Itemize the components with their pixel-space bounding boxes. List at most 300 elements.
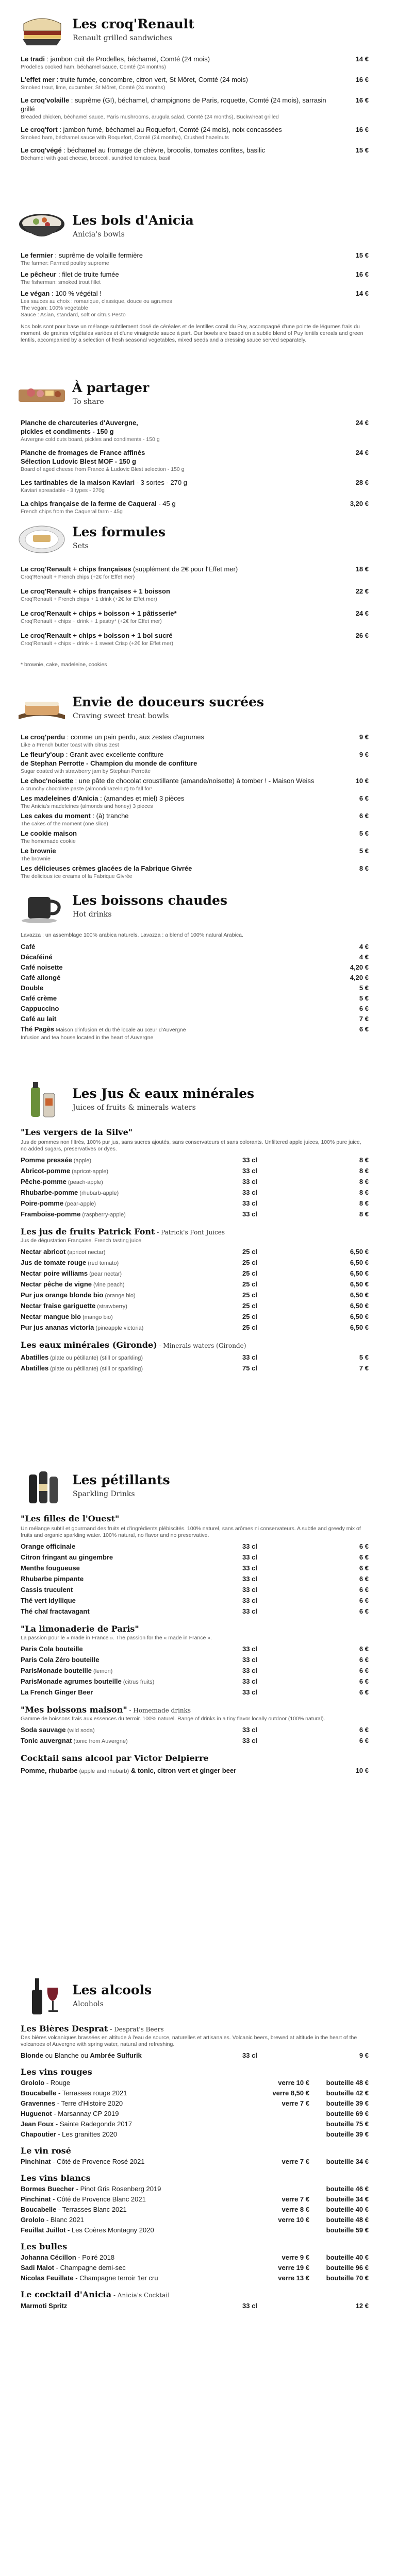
note-text: Des bières volcaniques brassées en altitude à l'eau de source, naturelles et artisanales. Volcanic beers, brewed at altitude in the heart of the volcanoes of Auvergne with spring water, natural and refreshing. [21, 2035, 357, 2047]
drink-name: Thé chaï fractavagant [21, 1607, 90, 1615]
bottle-price: bouteille 48 € [326, 2216, 369, 2224]
item-name: Planche de charcuteries d'Auvergne, [21, 419, 138, 427]
subsection-title [21, 2242, 376, 2251]
drink-volume: 33 cl [242, 1586, 257, 1594]
drink-name: Abatilles [21, 1364, 49, 1372]
drink-row [21, 1584, 369, 1595]
drink-name: Pur jus ananas victoria [21, 1324, 94, 1331]
drink-row [21, 2050, 369, 2061]
drink-volume: 33 cl [242, 1189, 257, 1196]
wine-row [21, 2252, 369, 2263]
item-line [21, 829, 369, 838]
section-title: Envie de douceurs sucrées [72, 694, 264, 709]
section-header [0, 1077, 397, 1123]
section-title: Les boissons chaudes [72, 893, 227, 908]
subsection-title [21, 1514, 376, 1523]
bottle-price: bouteille 70 € [326, 2274, 369, 2282]
drink-desc: (mango bio) [81, 1314, 113, 1320]
drink-volume: 33 cl [242, 2052, 257, 2059]
item-price: 16 € [355, 126, 369, 133]
subsection-title [21, 1127, 376, 1137]
drink-price: 6,50 € [350, 1248, 369, 1256]
drink-volume: 33 cl [242, 1656, 257, 1664]
item-translation: Smoked trout, lime, cucumber, St Môret, Comté (24 months) [21, 84, 166, 91]
drink-name: Paris Cola Zéro bouteille [21, 1656, 100, 1664]
item-name: Le croq'Renault + chips françaises [21, 565, 131, 573]
drink-name: Café crème [21, 994, 57, 1002]
drink-desc: (apple and rhubarb) [77, 1768, 129, 1774]
drink-row [21, 1552, 369, 1563]
drink-price: 6,50 € [350, 1302, 369, 1310]
item-price: 26 € [355, 632, 369, 639]
wine-desc: - Marsannay CP 2019 [52, 2110, 119, 2117]
section-title: Les alcools [72, 1982, 152, 1997]
drink-name: Café au lait [21, 1015, 57, 1023]
wine-row [21, 2273, 369, 2283]
glass-price: verre 10 € [278, 2216, 309, 2224]
subsection-title-text: Les jus de fruits Patrick Font [21, 1227, 155, 1236]
drink-price: 6 € [359, 1667, 369, 1674]
subsection-title-text: "Mes boissons maison" [21, 1705, 127, 1715]
menu-item [21, 448, 369, 473]
section-sandwiches [0, 7, 397, 166]
menu-item [21, 631, 369, 647]
wine-row [21, 2109, 369, 2119]
item-price: 8 € [359, 865, 369, 872]
drink-name: Citron fringant au gingembre [21, 1553, 113, 1561]
note-text: Un mélange subtil et gourmand des fruits et d'ingrédients plébiscités. 100% naturel, sans arômes ni conservateurs. A subtle and greedy mix of fruits and organic sparkling water. 100% natural, no flavor and no preservative. [21, 1526, 361, 1538]
drink-price: 6 € [359, 1005, 369, 1012]
drink-desc: (orange bio) [103, 1293, 136, 1299]
subsection-title-text: "Les vergers de la Silve" [21, 1127, 133, 1137]
drink-desc: (vine peach) [92, 1282, 125, 1288]
item-line [21, 733, 369, 741]
menu-item [21, 565, 369, 581]
bottle-price: bouteille 40 € [326, 2206, 369, 2213]
drink-price: 8 € [359, 1189, 369, 1196]
wine-desc: - Rouge [44, 2079, 71, 2087]
subsection-title-text: Le vin rosé [21, 2146, 71, 2156]
item-price: 15 € [355, 251, 369, 259]
item-name: Le fermier [21, 251, 53, 259]
drink-name: ParisMonade agrumes bouteille [21, 1677, 122, 1685]
section-header [0, 204, 397, 250]
item-price: 9 € [359, 751, 369, 758]
wine-name: Boucabelle [21, 2206, 57, 2213]
section-title: Les formules [72, 524, 166, 539]
drink-name: Jus de tomate rouge [21, 1259, 87, 1266]
drink-name: Blonde [21, 2052, 44, 2059]
menu-item [21, 846, 369, 862]
hot-drink-row [21, 942, 369, 952]
section-sets [0, 515, 397, 668]
item-translation: The brownie [21, 856, 51, 862]
item-line [21, 587, 369, 596]
glass-price: verre 7 € [282, 2158, 309, 2165]
drink-volume: 33 cl [242, 1726, 257, 1734]
item-desc: (supplément de 2€ pour l'Effet mer) [131, 565, 238, 573]
drink-name: Nectar pêche de vigne [21, 1280, 92, 1288]
item-translation: Kaviari spreadable - 3 types - 270g [21, 487, 105, 494]
drink-volume: 33 cl [242, 1553, 257, 1561]
hot-drink-row [21, 983, 369, 993]
drink-price: 6,50 € [350, 1280, 369, 1288]
drink-row [21, 1606, 369, 1617]
item-line [21, 565, 369, 573]
item-line [21, 75, 369, 84]
item-line [21, 794, 369, 803]
drink-name: Thé vert idyllique [21, 1597, 76, 1604]
drink-price: 5 € [359, 1353, 369, 1361]
item-name: Les délicieuses crèmes glacées de la Fabrique Givrée [21, 865, 192, 872]
item-desc: : filet de truite fumée [56, 270, 119, 278]
drink-desc: ou Blanche ou [43, 2052, 90, 2059]
drink-name: Orange officinale [21, 1543, 76, 1550]
bowl-icon [13, 205, 70, 247]
menu-item [21, 125, 369, 141]
item-desc: : Granit avec excellente confiture [64, 751, 164, 758]
item-desc: : (à) tranche [90, 812, 129, 820]
item-translation: Auvergne cold cuts board, pickles and condiments - 150 g [21, 436, 160, 443]
subsection-title-text: Cocktail sans alcool par Victor Delpierre [21, 1753, 209, 1763]
item-translation: Croq'Renault + French chips (+2€ for Effet mer) [21, 574, 135, 580]
soda-bottles-icon [13, 1464, 70, 1506]
wine-name: Gravennes [21, 2099, 56, 2107]
wine-desc: - Les granittes 2020 [56, 2130, 118, 2138]
drink-price: 6 € [359, 1688, 369, 1696]
drink-row [21, 1724, 369, 1735]
item-name: Le cookie maison [21, 829, 77, 837]
drink-row [21, 1176, 369, 1187]
menu-item [21, 289, 369, 318]
wine-row [21, 2194, 369, 2205]
section-header [0, 685, 397, 732]
item-name: Le fleur'y'oup [21, 751, 64, 758]
section-title: À partager [72, 380, 150, 395]
drink-name: La French Ginger Beer [21, 1688, 93, 1696]
item-translation: A crunchy chocolate paste (almond/hazelnut) to fall for! [21, 786, 153, 792]
subsection-title-text: "La limonaderie de Paris" [21, 1624, 139, 1634]
wine-name: Feuillat Juillot [21, 2226, 66, 2234]
note-text: Jus de pommes non filtrés, 100% pur jus, sans sucres ajoutés, sans conservateurs et sans colorants. Unfiltered apple juices, 100% pure juice, no added sugars, preservatives or dyes. [21, 1139, 361, 1152]
item-translation: Smoked ham, béchamel sauce with Roquefort, Comté (24 months), Crushed hazelnuts [21, 134, 229, 141]
menu-item [21, 776, 369, 792]
drink-name: Pur jus orange blonde bio [21, 1291, 104, 1299]
item-desc: : suprême de volaille fermière [53, 251, 143, 259]
wine-desc: - Terrasses rouge 2021 [56, 2089, 127, 2097]
menu-item [21, 609, 369, 625]
drink-name: Cassis truculent [21, 1586, 73, 1594]
item-desc: : jambon fumé, béchamel au Roquefort, Comté (24 mois), noix concassées [57, 126, 282, 133]
drink-volume: 33 cl [242, 2302, 257, 2310]
drink-volume: 33 cl [242, 1677, 257, 1685]
item-name: Le croq'fort [21, 126, 58, 133]
drink-volume: 25 cl [242, 1280, 257, 1288]
menu-item [21, 587, 369, 603]
wine-row [21, 2119, 369, 2129]
drink-name: Poire-pomme [21, 1199, 64, 1207]
drink-row [21, 1311, 369, 1322]
drink-name: Rhubarbe pimpante [21, 1575, 84, 1583]
drink-row [21, 1300, 369, 1311]
drink-price: 8 € [359, 1210, 369, 1218]
drink-desc: (apple) [72, 1158, 92, 1164]
section-subtitle: Sparkling Drinks [73, 1490, 135, 1498]
glass-price: verre 7 € [282, 2099, 309, 2107]
menu-item [21, 251, 369, 267]
drink-volume: 33 cl [242, 1607, 257, 1615]
drink-row [21, 1573, 369, 1584]
wine-row [21, 2098, 369, 2109]
drink-volume: 25 cl [242, 1259, 257, 1266]
wine-desc: - Côté de Provence Blanc 2021 [51, 2195, 146, 2203]
hot-drink-row [21, 993, 369, 1004]
item-line [21, 96, 369, 113]
drink-name: Café [21, 943, 36, 951]
wine-row [21, 2225, 369, 2235]
drink-volume: 33 cl [242, 1167, 257, 1175]
subsection-title [21, 2067, 376, 2077]
drink-price: 4,20 € [350, 963, 369, 971]
section-share [0, 371, 397, 520]
wine-name: Huguenot [21, 2110, 52, 2117]
hot-drink-row [21, 1004, 369, 1014]
subsection-title-text: Les eaux minérales (Gironde) [21, 1340, 157, 1350]
drink-name: Abricot-pomme [21, 1167, 71, 1175]
drink-name: Cappuccino [21, 1005, 59, 1012]
drink-volume: 33 cl [242, 1543, 257, 1550]
note-text: Jus de dégustation Française. French tasting juice [21, 1238, 142, 1244]
wine-desc: - Côté de Provence Rosé 2021 [51, 2158, 145, 2165]
drink-row [21, 2300, 369, 2311]
section-subtitle: Hot drinks [73, 910, 112, 919]
glass-price: verre 8,50 € [272, 2089, 309, 2097]
item-price: 6 € [359, 794, 369, 802]
item-line [21, 125, 369, 134]
menu-item [21, 733, 369, 749]
item-price: 28 € [355, 479, 369, 486]
subsection-title-en: - Minerals waters (Gironde) [157, 1342, 246, 1349]
drink-row [21, 1209, 369, 1219]
drink-name: Framboise-pomme [21, 1210, 81, 1218]
item-name: Le croq'perdu [21, 733, 65, 741]
item-line [21, 146, 369, 155]
section-subtitle: Craving sweet treat bowls [73, 712, 169, 720]
bottle-price: bouteille 96 € [326, 2264, 369, 2272]
wine-icon [13, 1974, 70, 2016]
drink-price: 6 € [359, 1543, 369, 1550]
drink-desc: (pineapple victoria) [94, 1325, 144, 1331]
drink-row [21, 1198, 369, 1209]
item-line [21, 251, 369, 260]
menu-item [21, 75, 369, 91]
drink-price: 6,50 € [350, 1269, 369, 1277]
wine-desc: - Pinot Gris Rosenberg 2019 [74, 2185, 161, 2193]
drink-price: 6,50 € [350, 1313, 369, 1320]
item-name: Le brownie [21, 847, 56, 855]
item-price: 16 € [355, 76, 369, 83]
drink-volume: 33 cl [242, 1597, 257, 1604]
wine-row [21, 2184, 369, 2194]
drink-row [21, 1687, 369, 1698]
drink-desc: (apricot nectar) [65, 1249, 106, 1256]
item-name: Le croq'Renault + chips françaises + 1 boisson [21, 587, 170, 595]
drink-price: 6,50 € [350, 1324, 369, 1331]
drink-price: 8 € [359, 1199, 369, 1207]
drink-name: Tonic auvergnat [21, 1737, 72, 1744]
menu-item [21, 794, 369, 810]
drink-name: Soda sauvage [21, 1726, 66, 1734]
wine-desc: - Sainte Radegonde 2017 [54, 2120, 133, 2128]
item-name: Le croq'Renault + chips + boisson + 1 bol sucré [21, 632, 173, 639]
drink-price: 6 € [359, 1737, 369, 1744]
section-subtitle: Renault grilled sandwiches [73, 34, 172, 42]
drink-price: 6 € [359, 1553, 369, 1561]
drink-price: 6 € [359, 1025, 369, 1033]
plate-icon [13, 516, 70, 558]
drink-volume: 33 cl [242, 1737, 257, 1744]
drink-desc: (pear nectar) [88, 1271, 122, 1277]
subsection-title [21, 1624, 376, 1634]
wine-desc: - Terrasses Blanc 2021 [56, 2206, 127, 2213]
drink-volume: 25 cl [242, 1313, 257, 1320]
item-desc: - 3 sortes - 270 g [135, 479, 187, 486]
item-price: 16 € [355, 270, 369, 278]
drink-price: 6 € [359, 1564, 369, 1572]
item-name: Le tradi [21, 55, 45, 63]
drink-row [21, 1563, 369, 1573]
drink-name: Nectar abricot [21, 1248, 66, 1256]
section-hot-drinks [0, 884, 397, 1041]
item-translation: The homemade cookie [21, 838, 76, 844]
item-name: Le croq'végé [21, 146, 62, 154]
drink-price: 4 € [359, 943, 369, 951]
item-line [21, 418, 369, 427]
glass-price: verre 19 € [278, 2264, 309, 2272]
drink-volume: 33 cl [242, 1178, 257, 1185]
item-line-2: Sélection Ludovic Blest MOF - 150 g [21, 457, 136, 465]
note-text: Gamme de boissons frais aux essences du terroir. 100% naturel. Range of drinks in a tiny flavor locally outdoor (100% natural). [21, 1716, 325, 1722]
subsection-title-text: Le cocktail d'Anicia [21, 2290, 112, 2299]
subsection-title-text: "Les filles de l'Ouest" [21, 1514, 120, 1523]
item-desc: : jambon cuit de Prodelles, béchamel, Comté (24 mois) [44, 55, 210, 63]
drink-row [21, 1654, 369, 1665]
menu-item [21, 146, 369, 162]
item-translation: French chips from the Caqueral farm - 45g [21, 509, 123, 515]
item-price: 14 € [355, 290, 369, 297]
subsection-title-text: Les Bières Desprat [21, 2024, 108, 2033]
item-line [21, 499, 369, 508]
section-title: Les croq'Renault [72, 16, 194, 31]
bottle-price: bouteille 34 € [326, 2158, 369, 2165]
section-juices [0, 1077, 397, 1374]
subsection-title [21, 1227, 376, 1236]
item-line [21, 289, 369, 298]
section-title: Les pétillants [72, 1472, 170, 1487]
item-line [21, 811, 369, 820]
item-price: 24 € [355, 609, 369, 617]
drink-volume: 33 cl [242, 1353, 257, 1361]
drink-row [21, 1187, 369, 1198]
item-price: 10 € [355, 777, 369, 785]
section-bowls [0, 204, 397, 344]
item-price: 15 € [355, 146, 369, 154]
menu-item [21, 829, 369, 845]
item-name: L'effet mer [21, 76, 55, 83]
drink-desc: (red tomato) [86, 1260, 119, 1266]
section-alcohols [0, 1973, 397, 2311]
section-subtitle: Anicia's bowls [73, 230, 125, 239]
drink-volume: 75 cl [242, 1364, 257, 1372]
bottle-price: bouteille 75 € [326, 2120, 369, 2128]
item-price: 24 € [355, 449, 369, 456]
item-translation: Les sauces au choix : romarique, classique, douce ou agrumes The vegan: 100% vegetable Sauce : Asian, standard, soft or citrus Pesto [21, 298, 172, 318]
drink-name: Thé Pagès [21, 1025, 55, 1033]
drink-price: 5 € [359, 984, 369, 992]
item-translation: The delicious ice creams of la Fabrique Givrée [21, 873, 133, 879]
drink-row [21, 1665, 369, 1676]
item-line [21, 846, 369, 855]
section-header [0, 1973, 397, 2020]
cake-icon [13, 686, 70, 728]
subsection-title [21, 1705, 376, 1715]
item-translation: The Anicia's madeleines (almonds and honey) 3 pieces [21, 803, 153, 809]
menu-item [21, 750, 369, 775]
drink-price: 6 € [359, 1586, 369, 1594]
drink-name: Double [21, 984, 44, 992]
section-title: Les Jus & eaux minérales [72, 1086, 255, 1101]
item-price: 22 € [355, 587, 369, 595]
menu-item [21, 478, 369, 494]
item-name: Le choc'noisette [21, 777, 74, 785]
drink-price: 4,20 € [350, 974, 369, 981]
drink-price: 6 € [359, 1645, 369, 1653]
subsection-title-text: Les vins blancs [21, 2173, 91, 2183]
item-translation: Board of aged cheese from France & Ludovic Blest selection - 150 g [21, 466, 185, 472]
subsection-title [21, 2024, 376, 2033]
drink-desc: (peach-apple) [66, 1179, 103, 1185]
glass-price: verre 10 € [278, 2079, 309, 2087]
hot-drink-row [21, 973, 369, 983]
item-name: Planche de fromages de France affinés [21, 449, 145, 456]
section-subtitle: To share [73, 398, 104, 406]
drink-name: Pêche-pomme [21, 1178, 67, 1185]
wine-name: Pinchinat [21, 2158, 51, 2165]
drink-row [21, 1735, 369, 1746]
item-name: Les cakes du moment [21, 812, 91, 820]
item-price: 16 € [355, 96, 369, 104]
drink-price: 6,50 € [350, 1259, 369, 1266]
item-name: Le végan [21, 290, 50, 297]
section-subtitle: Sets [73, 542, 89, 550]
drink-desc: (plate ou pétillante) (still or sparkling) [48, 1366, 143, 1372]
item-price: 18 € [355, 565, 369, 573]
wine-row [21, 2205, 369, 2215]
coffee-cup-icon [13, 885, 70, 927]
drink-price: 6 € [359, 1575, 369, 1583]
wine-row [21, 2088, 369, 2098]
item-translation: Croq'Renault + French chips + 1 drink (+2€ for Effet mer) [21, 596, 157, 602]
menu-item [21, 270, 369, 286]
item-price: 3,20 € [350, 500, 369, 507]
drink-row [21, 1257, 369, 1268]
section-subtitle: Alcohols [73, 2000, 104, 2008]
drink-price: 5 € [359, 994, 369, 1002]
subsection-title-en: - Anicia's Cocktail [111, 2292, 170, 2299]
wine-name: Jean Foux [21, 2120, 54, 2128]
drink-row [21, 1246, 369, 1257]
menu-item [21, 418, 369, 443]
